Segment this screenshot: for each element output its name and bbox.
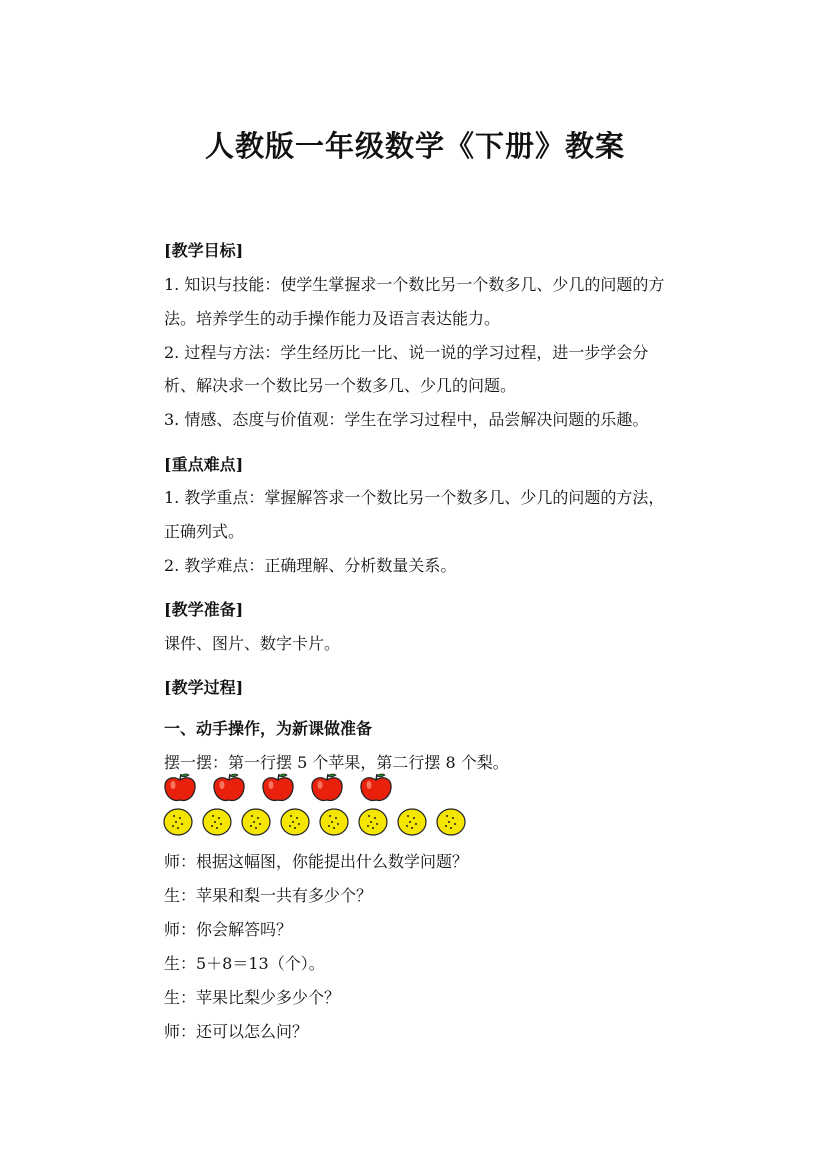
apple-icon (211, 773, 247, 803)
objective-1-line-2: 法。培养学生的动手操作能力及语言表达能力。 (164, 309, 501, 328)
page-title: 人教版一年级数学《下册》教案 (204, 129, 625, 163)
objective-3: 3. 情感、态度与价值观：学生在学习过程中，品尝解决问题的乐趣。 (164, 410, 649, 429)
dialog-line: 生：苹果和梨一共有多少个？ (164, 886, 373, 905)
objective-2-line-1: 2. 过程与方法：学生经历比一比、说一说的学习过程，进一步学会分 (164, 343, 649, 362)
part1-intro: 摆一摆：第一行摆 5 个苹果，第二行摆 8 个梨。 (164, 753, 509, 772)
dialog-line: 师：根据这幅图，你能提出什么数学问题？ (164, 852, 469, 871)
apple-icon (309, 773, 345, 803)
objective-1-line-1: 1. 知识与技能：使学生掌握求一个数比另一个数多几、少几的问题的方 (164, 275, 665, 294)
apple-icon (162, 773, 198, 803)
pear-icon (357, 806, 389, 836)
objective-2-line-2: 析、解决求一个数比另一个数多几、少几的问题。 (164, 376, 517, 395)
objectives-heading: [教学目标] (164, 241, 244, 260)
preparation-heading: [教学准备] (164, 600, 244, 619)
key-point-2: 2. 教学难点：正确理解、分析数量关系。 (164, 556, 457, 575)
pear-icon (279, 806, 311, 836)
dialog-line: 师：还可以怎么问？ (164, 1022, 309, 1041)
apple-icon (358, 773, 394, 803)
pear-icon (162, 806, 194, 836)
dialog-line: 师：你会解答吗？ (164, 920, 293, 939)
key-point-1-line-2: 正确列式。 (164, 522, 245, 541)
key-point-1-line-1: 1. 教学重点：掌握解答求一个数比另一个数多几、少几的问题的方法， (164, 488, 665, 507)
pear-icon (396, 806, 428, 836)
pear-row (162, 806, 474, 836)
part1-heading: 一、动手操作，为新课做准备 (164, 719, 373, 738)
dialog-line: 生：5＋8＝13（个）。 (164, 954, 325, 973)
dialog-line: 生：苹果比梨少多少个？ (164, 988, 341, 1007)
pear-icon (201, 806, 233, 836)
pear-icon (318, 806, 350, 836)
pear-icon (240, 806, 272, 836)
pear-icon (435, 806, 467, 836)
process-heading: [教学过程] (164, 678, 244, 697)
preparation-text: 课件、图片、数字卡片。 (164, 634, 341, 653)
key-points-heading: [重点难点] (164, 455, 244, 474)
apple-icon (260, 773, 296, 803)
apple-row (162, 773, 407, 803)
